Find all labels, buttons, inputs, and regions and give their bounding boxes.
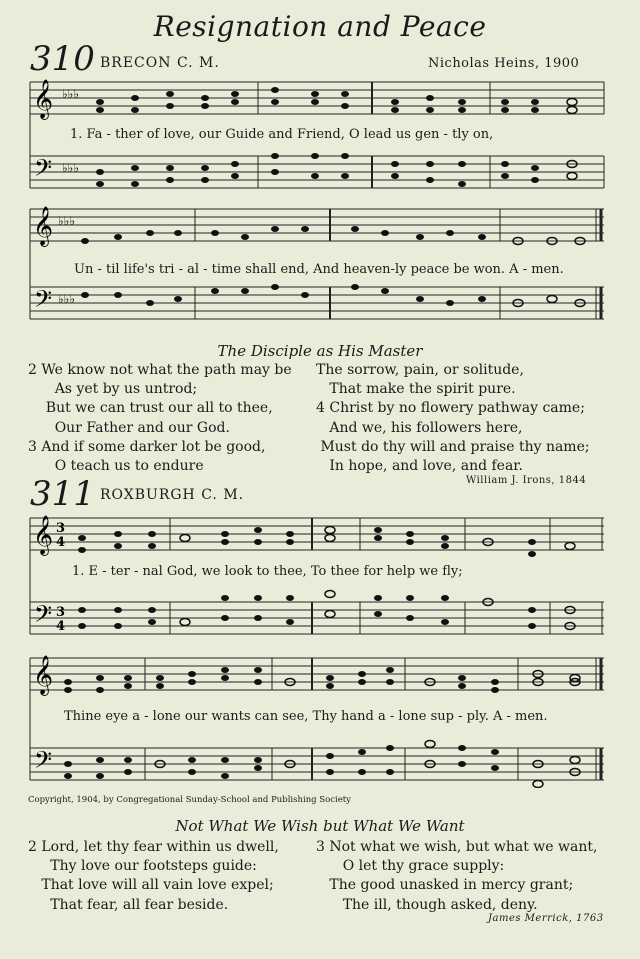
svg-text:♭♭♭: ♭♭♭ [58,292,75,306]
text-credit-310: William J. Irons, 1844 [466,475,587,486]
text-credit-311: James Merrick, 1763 [488,913,604,924]
hymn-subtitle-311: Not What We Wish but What We Want [175,817,465,835]
svg-text:4: 4 [56,619,66,634]
bass-clef-icon: 𝄢 [34,285,53,318]
lyric-line-311-2: Thine eye a - lone our wants can see, Thy hand a - lone sup - ply. A - men. [64,709,548,724]
svg-text:♭♭♭: ♭♭♭ [62,87,79,101]
svg-text:♭♭♭: ♭♭♭ [62,161,79,175]
tune-name-310: BRECON C. M. [100,55,220,71]
svg-text:3: 3 [56,605,66,620]
hymn-number-311: 311 [30,474,95,514]
treble-clef-icon: 𝄞 [33,655,54,695]
bass-clef-icon: 𝄢 [34,154,53,187]
treble-clef-icon: 𝄞 [33,515,54,555]
verses-left-311: 2 Lord, let thy fear within us dwell, Thy love our footsteps guide: That love will all vain love expel; That fear, all fear beside. [28,839,279,913]
lyric-line-311-1: 1. E - ter - nal God, we look to thee, To thee for help we fly; [72,564,463,579]
hymn-subtitle-310: The Disciple as His Master [217,342,423,360]
svg-text:♭♭♭: ♭♭♭ [58,214,75,228]
copyright-notice: Copyright, 1904, by Congregational Sunday-School and Publishing Society [28,795,351,805]
bass-clef-icon: 𝄢 [34,600,53,633]
page-title: Resignation and Peace [153,10,487,43]
treble-clef-icon: 𝄞 [33,79,54,119]
treble-clef-icon: 𝄞 [33,206,54,246]
lyric-line-310-1: 1. Fa - ther of love, our Guide and Friend, O lead us gen - tly on, [70,127,494,142]
svg-text:3: 3 [56,521,66,536]
svg-text:4: 4 [56,535,66,550]
hymn-number-310: 310 [30,39,95,79]
tune-name-311: ROXBURGH C. M. [100,487,245,503]
lyric-line-310-2: Un - til life's tri - al - time shall end, And heaven-ly peace be won. A - men. [74,262,564,277]
bass-clef-icon: 𝄢 [34,746,53,779]
verses-left-310: 2 We know not what the path may be As yet by us untrod; But we can trust our all to thee, Our Father and our God. 3 And if some darker lot be good, O teach us to endure [28,362,292,475]
composer-310: Nicholas Heins, 1900 [428,56,580,71]
verses-right-310: The sorrow, pain, or solitude, That make the spirit pure. 4 Christ by no flowery pathway came; And we, his followers here, Must do thy will and praise thy name; In hope, and love, and fear. [316,362,590,475]
verses-right-311: 3 Not what we wish, but what we want, O let thy grace supply: The good unasked in mercy grant; The ill, though asked, deny. [316,839,598,913]
